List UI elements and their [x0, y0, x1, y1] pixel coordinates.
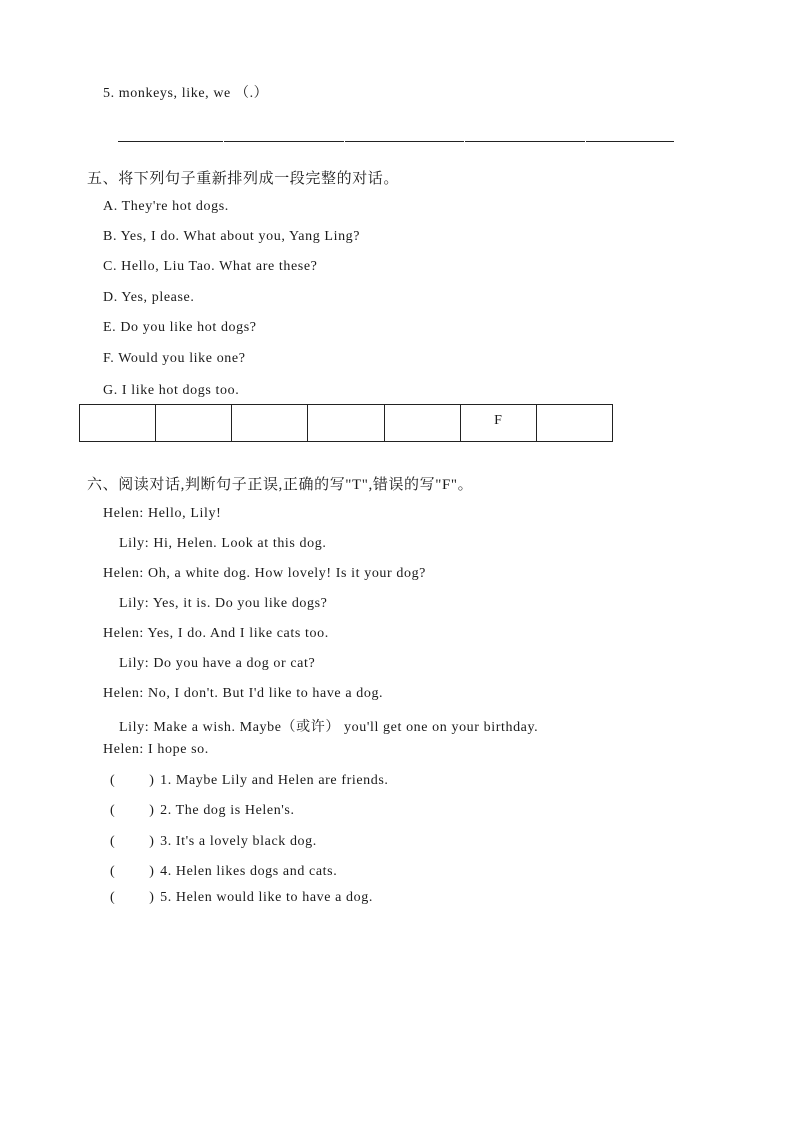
- dialogue-line-7: [103, 686, 383, 702]
- answer-blank[interactable]: ( ): [110, 864, 155, 879]
- speaker-label: Helen:: [103, 686, 144, 701]
- speaker-label: Lily:: [119, 720, 150, 735]
- speaker-label: Helen:: [103, 626, 144, 641]
- dialogue-text: Hi, Helen. Look at this dog.: [153, 536, 327, 551]
- option-b: B. Yes, I do. What about you, Yang Ling?: [103, 229, 361, 244]
- statement-text: 3. It's a lovely black dog.: [160, 834, 317, 849]
- dialogue-line-2: [119, 536, 326, 552]
- statement-text: 4. Helen likes dogs and cats.: [160, 864, 338, 879]
- answer-cell-6[interactable]: F: [460, 405, 536, 442]
- dialogue-text: Do you have a dog or cat?: [153, 656, 316, 671]
- question-5-prompt: 5. monkeys, like, we （.）: [103, 86, 269, 101]
- statement-text: 5. Helen would like to have a dog.: [160, 890, 373, 905]
- speaker-label: Helen:: [103, 566, 144, 581]
- option-a: A. They're hot dogs.: [103, 199, 229, 214]
- dialogue-text: Make a wish. Maybe（或许） you'll get one on your birthday.: [153, 720, 539, 735]
- speaker-label: Lily:: [119, 656, 150, 671]
- section-5-title: 五、将下列句子重新排列成一段完整的对话。: [87, 171, 400, 187]
- answer-cell-1[interactable]: [80, 405, 156, 442]
- option-d: D. Yes, please.: [103, 290, 195, 305]
- speaker-label: Helen:: [103, 742, 144, 757]
- dialogue-line-1: [103, 506, 221, 522]
- option-f: F. Would you like one?: [103, 351, 246, 366]
- dialogue-line-5: [103, 626, 329, 642]
- answer-cell-2[interactable]: [156, 405, 232, 442]
- answer-cell-3[interactable]: [232, 405, 308, 442]
- answer-blank[interactable]: ( ): [110, 773, 155, 788]
- dialogue-text: Hello, Lily!: [148, 506, 222, 521]
- statement-2: [110, 803, 295, 819]
- answer-blank[interactable]: ( ): [110, 803, 155, 818]
- answer-writing-line[interactable]: [118, 141, 674, 142]
- dialogue-text: No, I don't. But I'd like to have a dog.: [148, 686, 384, 701]
- section-6-title: 六、阅读对话,判断句子正误,正确的写"T",错误的写"F"。: [87, 477, 474, 493]
- dialogue-text: Yes, it is. Do you like dogs?: [152, 596, 328, 611]
- statement-4: [110, 864, 337, 880]
- speaker-label: Lily:: [119, 596, 150, 611]
- statement-5: [110, 890, 373, 906]
- dialogue-text: Yes, I do. And I like cats too.: [147, 626, 329, 641]
- option-e: E. Do you like hot dogs?: [103, 320, 257, 335]
- speaker-label: Helen:: [103, 506, 144, 521]
- statement-3: [110, 834, 317, 850]
- dialogue-line-6: [119, 656, 315, 672]
- answer-cell-5[interactable]: [384, 405, 460, 442]
- statement-text: 2. The dog is Helen's.: [160, 803, 295, 818]
- answer-blank[interactable]: ( ): [110, 890, 155, 905]
- dialogue-text: I hope so.: [148, 742, 209, 757]
- option-c: C. Hello, Liu Tao. What are these?: [103, 259, 318, 274]
- answer-order-table: [79, 404, 613, 442]
- dialogue-line-9: [103, 742, 209, 758]
- speaker-label: Lily:: [119, 536, 150, 551]
- dialogue-text: Oh, a white dog. How lovely! Is it your dog?: [148, 566, 427, 581]
- answer-blank[interactable]: ( ): [110, 834, 155, 849]
- answer-cell-7[interactable]: [536, 405, 612, 442]
- answer-cell-4[interactable]: [308, 405, 384, 442]
- dialogue-line-4: [119, 596, 327, 612]
- statement-1: [110, 773, 389, 789]
- dialogue-line-8: [119, 716, 538, 736]
- dialogue-line-3: [103, 566, 426, 582]
- statement-text: 1. Maybe Lily and Helen are friends.: [160, 773, 389, 788]
- option-g: G. I like hot dogs too.: [103, 383, 240, 398]
